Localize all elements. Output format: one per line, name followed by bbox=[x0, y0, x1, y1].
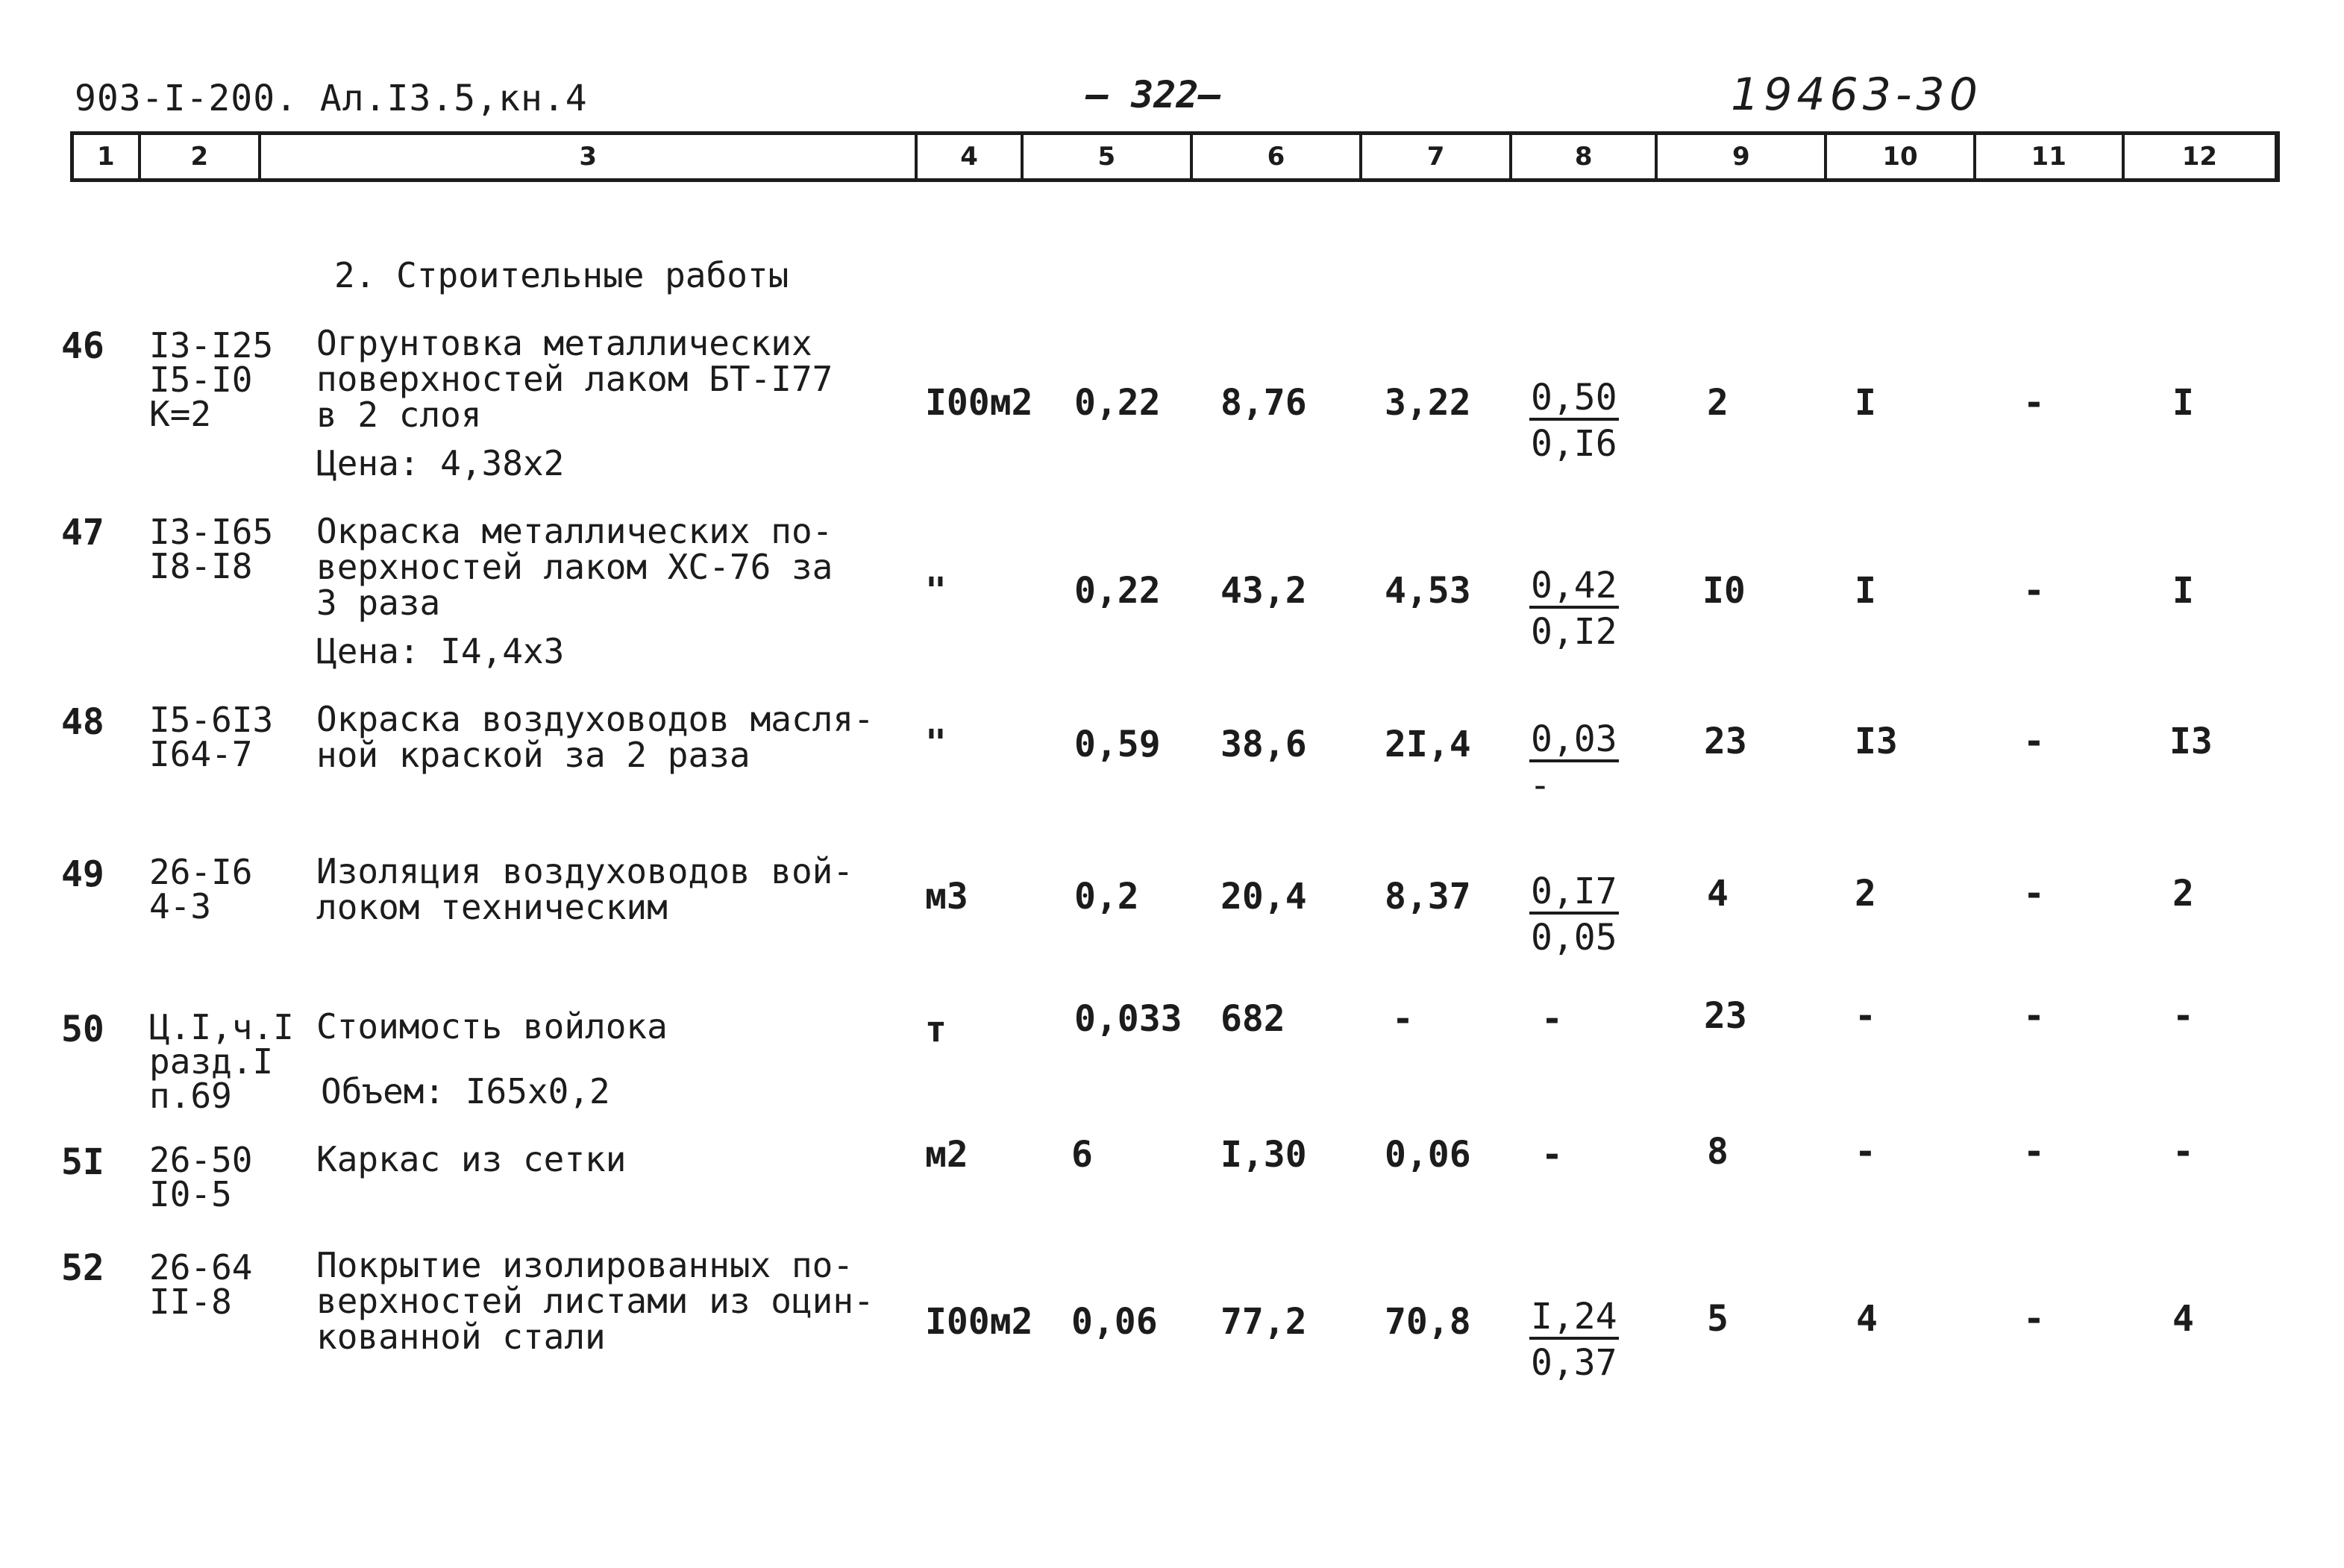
column-number: 2 bbox=[141, 135, 261, 178]
wage-fraction-bottom: 0,I2 bbox=[1531, 611, 1617, 653]
description-line: 3 раза bbox=[316, 583, 441, 623]
quantity: 0,2 bbox=[1074, 876, 1139, 918]
column-number: 6 bbox=[1193, 135, 1362, 178]
row-number: 47 bbox=[61, 512, 104, 553]
column-number: 10 bbox=[1827, 135, 1975, 178]
column-number: 8 bbox=[1512, 135, 1658, 178]
col-9-value: 5 bbox=[1707, 1298, 1729, 1340]
wage-fraction bbox=[1529, 719, 1619, 809]
col-12-value: 4 bbox=[2172, 1298, 2194, 1340]
description-line: Каркас из сетки bbox=[316, 1139, 627, 1179]
description-line: верхностей лаком ХС-76 за bbox=[316, 547, 833, 587]
row-number: 48 bbox=[61, 701, 104, 743]
column-number-strip bbox=[70, 131, 2280, 182]
col-9-value: 4 bbox=[1707, 873, 1729, 915]
norm-code-line: I3-I65 bbox=[149, 512, 274, 552]
wage-fraction bbox=[1529, 565, 1619, 655]
col-12-value: I3 bbox=[2169, 721, 2213, 762]
description-line: поверхностей лаком БТ-I77 bbox=[316, 359, 833, 399]
total-cost: 3,22 bbox=[1385, 382, 1471, 424]
norm-code bbox=[149, 1140, 253, 1214]
norm-code bbox=[149, 325, 274, 434]
total-cost: 70,8 bbox=[1385, 1301, 1471, 1343]
norm-code bbox=[149, 512, 274, 586]
archive-number: 19463-30 bbox=[1731, 69, 1982, 121]
unit-cost: 43,2 bbox=[1220, 570, 1307, 612]
col-9-value: 8 bbox=[1707, 1131, 1729, 1173]
wage-fraction bbox=[1529, 377, 1619, 467]
norm-code-line: 4-3 bbox=[149, 886, 212, 926]
row-number: 49 bbox=[61, 853, 104, 895]
unit-cost: 38,6 bbox=[1220, 724, 1307, 765]
total-cost: 8,37 bbox=[1385, 876, 1471, 918]
description-line: кованной стали bbox=[316, 1317, 606, 1357]
norm-code-line: разд.I bbox=[149, 1041, 274, 1082]
work-description bbox=[316, 1141, 626, 1177]
column-number: 4 bbox=[918, 135, 1023, 178]
col-10-value: 4 bbox=[1856, 1298, 1878, 1340]
norm-code bbox=[149, 1007, 294, 1116]
row-number: 46 bbox=[61, 325, 104, 367]
unit: " bbox=[925, 722, 947, 764]
column-number: 3 bbox=[261, 135, 918, 178]
description-line: Окраска металлических по- bbox=[316, 511, 833, 551]
col-11-value: - bbox=[2023, 570, 2045, 612]
col-10-value: 2 bbox=[1855, 873, 1876, 915]
wage-fraction bbox=[1529, 871, 1619, 961]
description-line: ной краской за 2 раза bbox=[316, 735, 750, 775]
unit: I00м2 bbox=[925, 382, 1033, 424]
wage-value: - bbox=[1541, 1134, 1563, 1176]
col-11-value: - bbox=[2023, 873, 2045, 915]
total-cost: 2I,4 bbox=[1385, 724, 1471, 765]
col-10-value: - bbox=[1855, 995, 1876, 1037]
description-line: Окраска воздуховодов масля- bbox=[316, 699, 874, 739]
unit: м2 bbox=[925, 1134, 968, 1176]
wage-value: - bbox=[1541, 998, 1563, 1040]
unit-cost: I,30 bbox=[1220, 1134, 1307, 1176]
wage-fraction-top: 0,03 bbox=[1529, 719, 1619, 762]
price-note: Цена: 4,38х2 bbox=[316, 443, 565, 483]
quantity: 0,033 bbox=[1074, 998, 1182, 1040]
column-number: 11 bbox=[1976, 135, 2125, 178]
total-cost: 0,06 bbox=[1385, 1134, 1471, 1176]
work-description bbox=[316, 513, 833, 621]
quantity: 0,06 bbox=[1071, 1301, 1158, 1343]
column-number: 1 bbox=[74, 135, 141, 178]
norm-code-line: I5-6I3 bbox=[149, 700, 274, 740]
volume-note: Объем: I65х0,2 bbox=[321, 1071, 610, 1111]
col-9-value: 23 bbox=[1704, 995, 1747, 1037]
norm-code-line: 26-64 bbox=[149, 1247, 253, 1288]
row-number: 5I bbox=[61, 1141, 104, 1183]
description-line: Изоляция воздуховодов вой- bbox=[316, 851, 854, 891]
description-line: верхностей листами из оцин- bbox=[316, 1281, 874, 1321]
price-note: Цена: I4,4х3 bbox=[316, 631, 565, 671]
description-line: Покрытие изолированных по- bbox=[316, 1245, 854, 1285]
work-description bbox=[316, 1006, 668, 1047]
wage-fraction-bottom: - bbox=[1529, 765, 1551, 806]
row-number: 50 bbox=[61, 1009, 104, 1050]
norm-code-line: I0-5 bbox=[149, 1174, 232, 1214]
norm-code-line: п.69 bbox=[149, 1076, 232, 1116]
unit: " bbox=[925, 570, 947, 612]
work-description bbox=[316, 701, 874, 773]
unit-cost: 682 bbox=[1220, 998, 1285, 1040]
norm-code bbox=[149, 1247, 253, 1322]
norm-code-line: II-8 bbox=[149, 1282, 232, 1322]
wage-fraction-bottom: 0,37 bbox=[1531, 1342, 1617, 1384]
wage-fraction-bottom: 0,I6 bbox=[1531, 423, 1617, 465]
wage-fraction-top: I,24 bbox=[1529, 1296, 1619, 1340]
wage-fraction-top: 0,50 bbox=[1529, 377, 1619, 421]
description-line: Стоимость войлока bbox=[316, 1006, 668, 1047]
unit-cost: 20,4 bbox=[1220, 876, 1307, 918]
quantity: 0,22 bbox=[1074, 382, 1161, 424]
norm-code-line: Ц.I,ч.I bbox=[149, 1007, 294, 1047]
unit: I00м2 bbox=[925, 1301, 1033, 1343]
description-line: Огрунтовка металлических bbox=[316, 323, 812, 363]
norm-code-line: К=2 bbox=[149, 394, 212, 434]
description-line: локом техническим bbox=[316, 887, 668, 927]
work-description bbox=[316, 1247, 874, 1355]
total-cost: 4,53 bbox=[1385, 570, 1471, 612]
col-11-value: - bbox=[2023, 995, 2045, 1037]
norm-code-line: 26-I6 bbox=[149, 852, 253, 892]
document-code: 903-I-200. Ал.I3.5,кн.4 bbox=[75, 78, 588, 119]
description-line: в 2 слоя bbox=[316, 395, 482, 435]
col-10-value: I bbox=[1855, 382, 1876, 424]
col-12-value: I bbox=[2172, 570, 2194, 612]
norm-code bbox=[149, 852, 253, 926]
column-number: 9 bbox=[1658, 135, 1827, 178]
wage-fraction-top: 0,42 bbox=[1529, 565, 1619, 609]
col-9-value: 23 bbox=[1704, 721, 1747, 762]
norm-code-line: I5-I0 bbox=[149, 360, 253, 400]
page-number: — 322— bbox=[1086, 73, 1221, 116]
total-cost: - bbox=[1392, 998, 1414, 1040]
unit: т bbox=[925, 1009, 947, 1050]
unit-cost: 8,76 bbox=[1220, 382, 1307, 424]
norm-code-line: I3-I25 bbox=[149, 325, 274, 366]
row-number: 52 bbox=[61, 1247, 104, 1289]
wage-fraction-bottom: 0,05 bbox=[1531, 917, 1617, 959]
work-description bbox=[316, 325, 833, 433]
norm-code-line: I8-I8 bbox=[149, 546, 253, 586]
column-number: 5 bbox=[1024, 135, 1193, 178]
col-10-value: I bbox=[1855, 570, 1876, 612]
col-12-value: - bbox=[2172, 995, 2194, 1037]
col-11-value: - bbox=[2023, 1298, 2045, 1340]
norm-code-line: 26-50 bbox=[149, 1140, 253, 1180]
col-10-value: - bbox=[1855, 1131, 1876, 1173]
column-number: 7 bbox=[1362, 135, 1512, 178]
col-11-value: - bbox=[2023, 1131, 2045, 1173]
col-12-value: I bbox=[2172, 382, 2194, 424]
unit-cost: 77,2 bbox=[1220, 1301, 1307, 1343]
work-description bbox=[316, 853, 853, 925]
column-number: 12 bbox=[2181, 142, 2218, 172]
quantity: 0,22 bbox=[1074, 570, 1161, 612]
wage-fraction bbox=[1529, 1296, 1619, 1386]
col-11-value: - bbox=[2023, 382, 2045, 424]
col-9-value: I0 bbox=[1702, 570, 1746, 612]
norm-code-line: I64-7 bbox=[149, 734, 253, 774]
col-12-value: 2 bbox=[2172, 873, 2194, 915]
col-9-value: 2 bbox=[1707, 382, 1729, 424]
col-10-value: I3 bbox=[1855, 721, 1898, 762]
quantity: 6 bbox=[1071, 1134, 1093, 1176]
section-title: 2. Строительные работы bbox=[334, 255, 789, 295]
quantity: 0,59 bbox=[1074, 724, 1161, 765]
col-12-value: - bbox=[2172, 1131, 2194, 1173]
norm-code bbox=[149, 700, 274, 774]
unit: м3 bbox=[925, 876, 968, 918]
wage-fraction-top: 0,I7 bbox=[1529, 871, 1619, 915]
col-11-value: - bbox=[2023, 721, 2045, 762]
